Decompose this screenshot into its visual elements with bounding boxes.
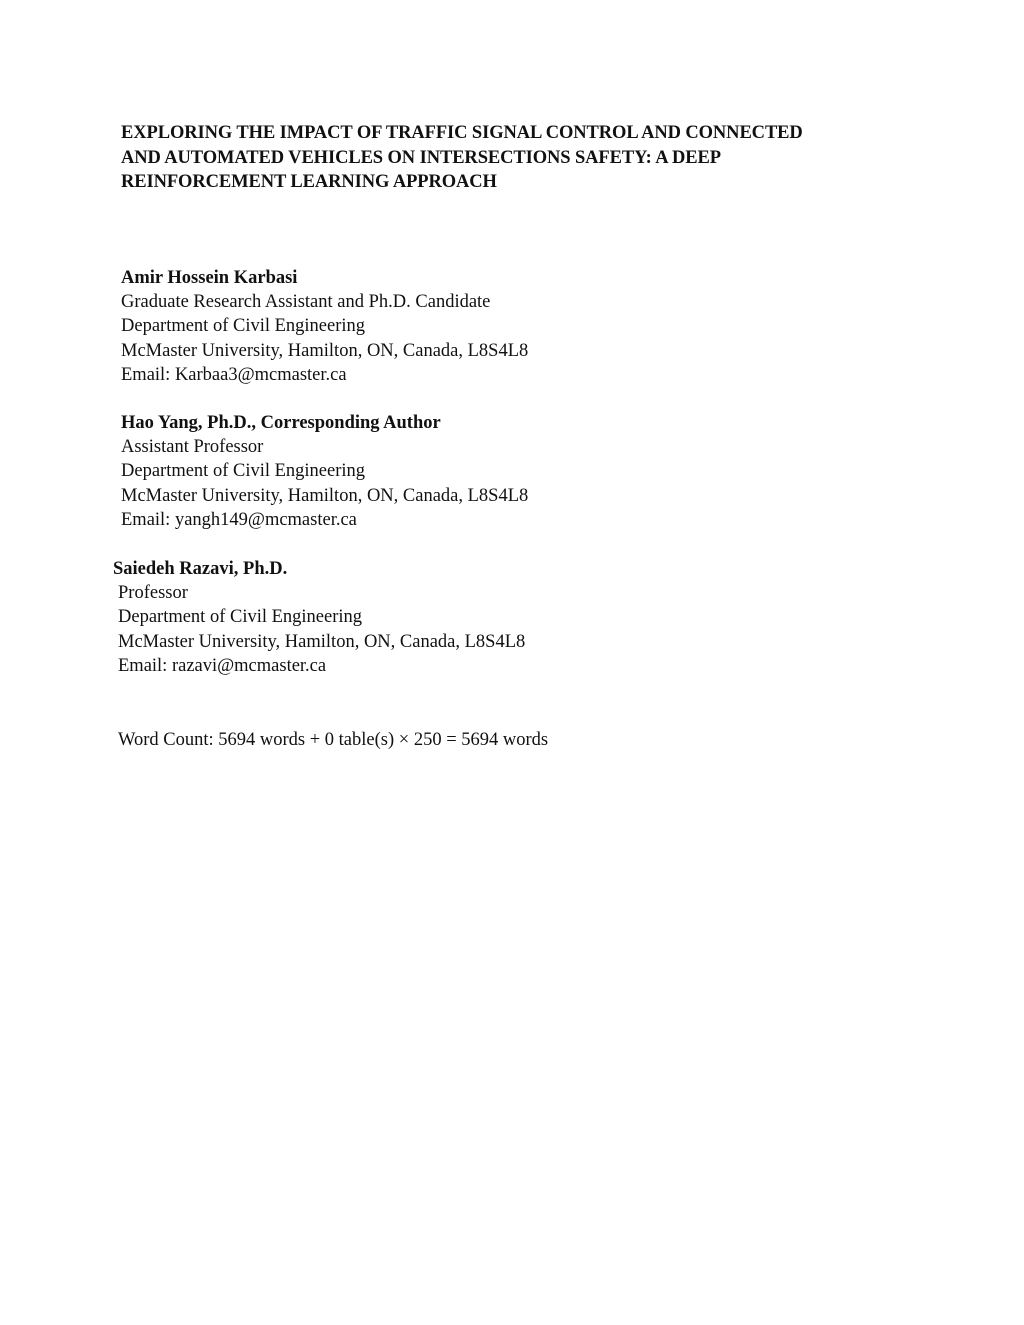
author-department: Department of Civil Engineering xyxy=(121,461,366,482)
author-email: Email: razavi@mcmaster.ca xyxy=(118,655,327,676)
author-email: Email: Karbaa3@mcmaster.ca xyxy=(121,364,347,385)
author-block-razavi xyxy=(113,557,525,678)
author-block-yang xyxy=(121,411,528,532)
author-position: Graduate Research Assistant and Ph.D. Candidate xyxy=(121,292,491,313)
author-position: Professor xyxy=(118,583,188,604)
author-affiliation: McMaster University, Hamilton, ON, Canada, L8S4L8 xyxy=(121,485,529,506)
author-email: Email: yangh149@mcmaster.ca xyxy=(121,509,357,530)
author-name: Saiedeh Razavi, Ph.D. xyxy=(113,559,288,579)
author-position: Assistant Professor xyxy=(121,437,264,458)
title-line: REINFORCEMENT LEARNING APPROACH xyxy=(121,172,497,192)
author-department: Department of Civil Engineering xyxy=(121,316,366,337)
author-name: Amir Hossein Karbasi xyxy=(121,268,298,288)
word-count: Word Count: 5694 words + 0 table(s) × 250 = 5694 words xyxy=(118,730,549,750)
title-line: AND AUTOMATED VEHICLES ON INTERSECTIONS SAFETY: A DEEP xyxy=(121,147,721,168)
paper-title xyxy=(121,121,901,195)
title-line: EXPLORING THE IMPACT OF TRAFFIC SIGNAL CONTROL AND CONNECTED xyxy=(121,123,803,143)
author-block-karbasi xyxy=(121,266,528,387)
author-affiliation: McMaster University, Hamilton, ON, Canada, L8S4L8 xyxy=(118,631,526,652)
author-name: Hao Yang, Ph.D., Corresponding Author xyxy=(121,413,441,433)
author-department: Department of Civil Engineering xyxy=(118,607,363,628)
author-affiliation: McMaster University, Hamilton, ON, Canada, L8S4L8 xyxy=(121,340,529,361)
